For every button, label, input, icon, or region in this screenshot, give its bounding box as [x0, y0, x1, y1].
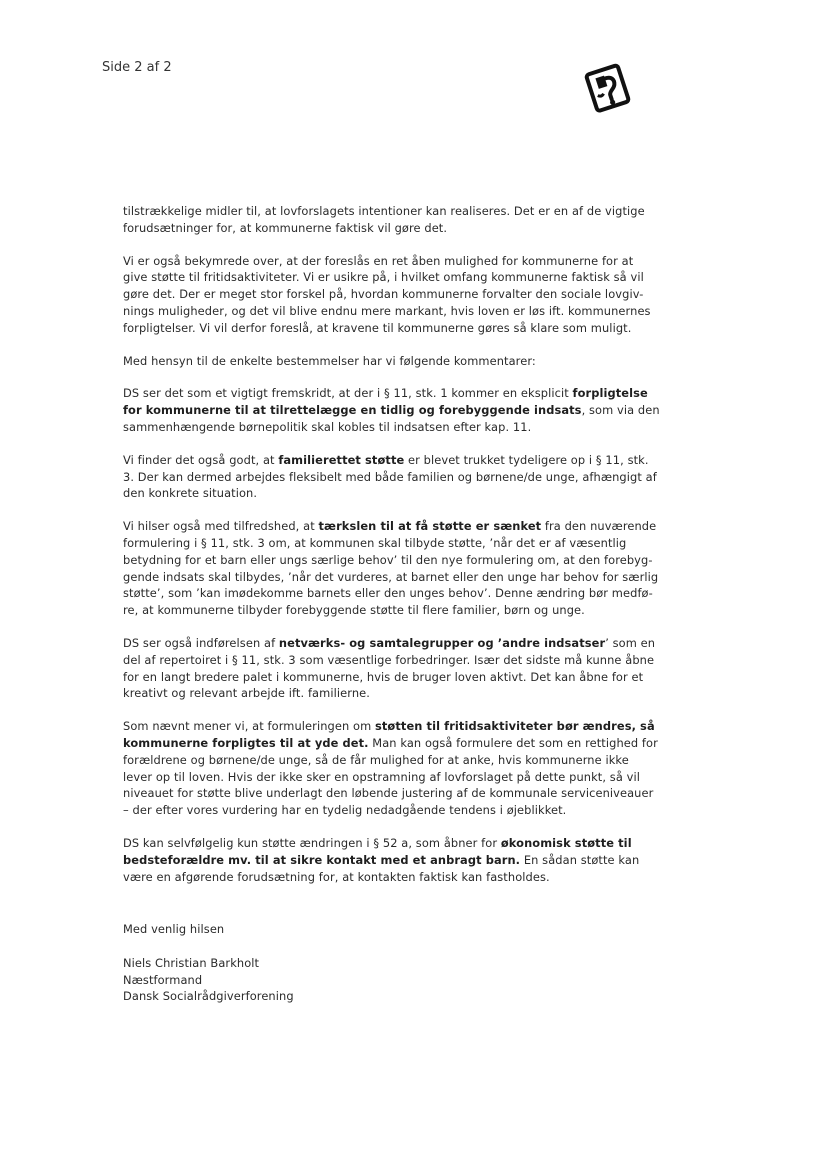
organization-logo-icon: [578, 60, 638, 116]
text-segment: del af repertoiret i § 11, stk. 3 som væsentlige forbedringer. Især det sidste må kunne åbne: [123, 652, 655, 667]
text-segment: sammenhængende børnepolitik skal kobles til indsatsen efter kap. 11.: [123, 419, 532, 434]
text-segment: Man kan også formulere det som en rettighed for: [368, 735, 658, 750]
text-segment: , som via den: [581, 403, 660, 418]
body-paragraph: [123, 835, 683, 885]
text-segment: 3. Der kan dermed arbejdes fleksibelt med både familien og børnene/de unge, afhængigt af: [123, 469, 657, 484]
text-line: [123, 203, 683, 220]
bold-text-segment: økonomisk støtte til: [500, 835, 632, 850]
text-segment: fra den nuværende: [541, 519, 657, 534]
text-line: [123, 785, 683, 802]
text-line: [123, 835, 683, 852]
text-line: [123, 469, 683, 486]
text-line: [123, 269, 683, 286]
text-line: [123, 518, 683, 535]
text-segment: ’ som en: [605, 635, 656, 650]
body-paragraph: [123, 452, 683, 502]
text-segment: – der efter vores vurdering har en tydelig nedadgående tendens i øjeblikket.: [123, 803, 567, 818]
text-segment: lever op til loven. Hvis der ikke sker en opstramning af lovforslaget på dette punkt, så vil: [123, 769, 641, 784]
bold-text-segment: forpligtelse: [572, 386, 648, 401]
page-number: Side 2 af 2: [102, 60, 172, 75]
text-segment: DS kan selvfølgelig kun støtte ændringen i § 52 a, som åbner for: [123, 835, 501, 850]
text-segment: Vi finder det også godt, at: [123, 452, 279, 467]
text-line: [123, 385, 683, 402]
text-line: [123, 652, 683, 669]
letter-body: [123, 203, 683, 901]
text-segment: Vi hilser også med tilfredshed, at: [123, 519, 319, 534]
text-line: [123, 286, 683, 303]
bold-text-segment: netværks- og samtalegrupper og ’andre indsatser: [278, 635, 606, 650]
text-segment: niveauet for støtte blive underlagt den løbende justering af de kommunale serviceniveauer: [123, 786, 654, 801]
body-paragraph: [123, 518, 683, 619]
text-segment: DS ser det som et vigtigt fremskridt, at der i § 11, stk. 1 kommer en eksplicit: [123, 386, 573, 401]
text-line: [123, 535, 683, 552]
text-line: [123, 769, 683, 786]
text-line: [123, 602, 683, 619]
text-segment: støtte’, som ’kan imødekomme barnets eller den unges behov’. Denne ændring bør medfø-: [123, 586, 653, 601]
text-line: [123, 485, 683, 502]
text-segment: re, at kommunerne tilbyder forebyggende støtte til flere familier, børn og unge.: [123, 603, 585, 618]
text-segment: give støtte til fritidsaktiviteter. Vi er usikre på, i hvilket omfang kommunerne faktisk så vil: [123, 270, 644, 285]
text-line: [123, 685, 683, 702]
text-segment: DS ser også indførelsen af: [123, 635, 279, 650]
text-line: [123, 869, 683, 886]
text-line: [123, 452, 683, 469]
text-line: [123, 735, 683, 752]
text-segment: nings muligheder, og det vil blive endnu mere markant, hvis loven er løs ift. kommunernes: [123, 303, 651, 318]
text-segment: forpligtelser. Vi vil derfor foreslå, at kravene til kommunerne gøres så klare som muligt.: [123, 320, 632, 335]
text-line: [123, 303, 683, 320]
text-segment: gende indsats skal tilbydes, ’når det vurderes, at barnet eller den unge har behov for særlig: [123, 569, 659, 584]
text-line: [123, 552, 683, 569]
signer-title: Næstformand: [123, 972, 203, 987]
text-segment: Med hensyn til de enkelte bestemmelser har vi følgende kommentarer:: [123, 353, 536, 368]
text-segment: betydning for et barn eller ungs særlige behov’ til den nye formulering om, at den forebyg-: [123, 552, 653, 567]
body-paragraph: [123, 253, 683, 337]
text-line: [123, 635, 683, 652]
text-line: [123, 220, 683, 237]
text-segment: Vi er også bekymrede over, at der foreslås en ret åben mulighed for kommunerne for at: [123, 253, 634, 268]
text-segment: tilstrækkelige midler til, at lovforslagets intentioner kan realiseres. Det er en af de vigtige: [123, 204, 645, 218]
body-paragraph: [123, 353, 683, 370]
body-paragraph: [123, 718, 683, 819]
text-segment: gøre det. Der er meget stor forskel på, hvordan kommunerne forvalter den sociale lovgiv-: [123, 287, 644, 302]
text-line: [123, 320, 683, 337]
bold-text-segment: tærkslen til at få støtte er sænket: [318, 519, 542, 534]
bold-text-segment: for kommunerne til at tilrettelægge en tidlig og forebyggende indsats: [123, 403, 582, 418]
text-segment: En sådan støtte kan: [520, 852, 640, 867]
body-paragraph: [123, 635, 683, 702]
text-line: [123, 569, 683, 586]
text-line: [123, 802, 683, 819]
body-paragraph: [123, 203, 683, 237]
text-segment: forældrene og børnene/de unge, så de får mulighed for at anke, hvis kommunerne ikke: [123, 752, 629, 767]
bold-text-segment: bedsteforældre mv. til at sikre kontakt med et anbragt barn.: [123, 852, 521, 867]
text-line: [123, 402, 683, 419]
signer-organization: Dansk Socialrådgiverforening: [123, 989, 294, 1004]
signature-block: [123, 921, 683, 1005]
bold-text-segment: kommunerne forpligtes til at yde det.: [123, 735, 369, 750]
text-line: [123, 669, 683, 686]
text-line: [123, 419, 683, 436]
bold-text-segment: støtten til fritidsaktiviteter bør ændres, så: [375, 719, 655, 734]
text-line: [123, 253, 683, 270]
signer-name: Niels Christian Barkholt: [123, 955, 260, 970]
bold-text-segment: familierettet støtte: [278, 452, 405, 467]
text-segment: forudsætninger for, at kommunerne faktisk vil gøre det.: [123, 220, 448, 235]
text-segment: for en langt bredere palet i kommunerne, hvis de bruger loven aktivt. Det kan åbne for et: [123, 669, 644, 684]
text-line: [123, 718, 683, 735]
text-line: [123, 585, 683, 602]
text-line: [123, 353, 683, 370]
text-segment: være en afgørende forudsætning for, at kontakten faktisk kan fastholdes.: [123, 869, 550, 884]
text-segment: er blevet trukket tydeligere op i § 11, stk.: [404, 452, 649, 467]
text-segment: Som nævnt mener vi, at formuleringen om: [123, 719, 375, 734]
body-paragraph: [123, 385, 683, 435]
text-line: [123, 852, 683, 869]
closing-greeting: Med venlig hilsen: [123, 922, 225, 936]
text-line: [123, 752, 683, 769]
text-segment: kreativt og relevant arbejde ift. familierne.: [123, 686, 370, 701]
text-segment: den konkrete situation.: [123, 486, 258, 501]
text-segment: formulering i § 11, stk. 3 om, at kommunen skal tilbyde støtte, ’når det er af væsentlig: [123, 535, 627, 550]
